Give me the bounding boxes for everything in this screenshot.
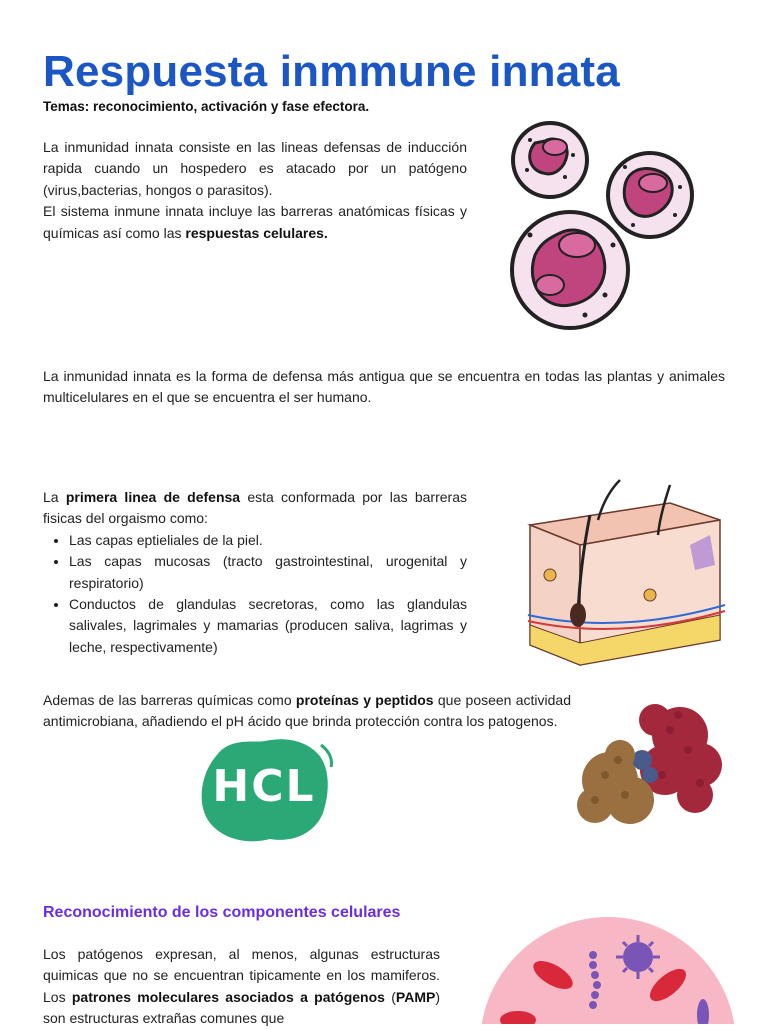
first-line-bold: primera linea de defensa <box>65 489 241 505</box>
recognition-prefix: Los patógenos expresan, al menos, algunas estructuras quimicas que no se encuentran tipicamente en los mamiferos. Los <box>43 946 440 1005</box>
intro-line-1: La inmunidad innata consiste en las lineas defensas de inducción rapida cuando un hospedero es atacado por un patógeno (virus,bacterias, hongos o parasitos). <box>43 139 467 198</box>
barrier-list <box>43 530 467 658</box>
first-line-prefix: La <box>43 489 66 505</box>
recognition-bold-1: patrones moleculares asociados a patógenos <box>71 988 385 1005</box>
first-line-suffix: esta conformada por las barreras fisicas del orgaismo como: <box>43 489 467 527</box>
hcl-label: HCL <box>212 761 316 812</box>
neutrophil-cell <box>513 123 587 197</box>
neutrophil-cell <box>608 153 692 237</box>
page-title: Respuesta inmmune innata <box>43 47 620 96</box>
list-item: • Las capas mucosas (tracto gastrointestinal, urogenital y respiratorio) <box>69 551 467 594</box>
topics-subtitle: Temas: reconocimiento, activación y fase efectora. <box>43 99 370 114</box>
first-line-paragraph <box>43 487 467 658</box>
hcl-badge <box>195 735 333 847</box>
intro-line-2: El sistema inmune innata incluye las barreras anatómicas físicas y químicas así como las <box>43 203 467 241</box>
recognition-bold-2: PAMP <box>395 988 436 1005</box>
neutrophil-cell <box>512 212 628 328</box>
chemical-paragraph <box>43 690 571 733</box>
chemical-prefix: Ademas de las barreras químicas como <box>43 692 296 708</box>
pathogens-illustration <box>478 915 738 1024</box>
proteins-illustration <box>570 695 730 835</box>
recognition-mid: ( <box>384 988 396 1005</box>
intro-paragraph <box>43 137 467 244</box>
intro-bold: respuestas celulares. <box>185 224 328 241</box>
chemical-suffix: que poseen actividad antimicrobiana, añadiendo el pH ácido que brinda protección contra los patogenos. <box>43 692 571 730</box>
recognition-suffix: ) son estructuras extrañas comunes que <box>43 988 440 1027</box>
recognition-paragraph <box>43 944 440 1030</box>
skin-illustration <box>520 475 728 685</box>
list-item: • Las capas eptieliales de la piel. <box>69 530 467 551</box>
chemical-bold: proteínas y peptidos <box>295 692 434 708</box>
antiquity-paragraph: La inmunidad innata es la forma de defensa más antigua que se encuentra en todas las plantas y animales multicelulares en el que se encuentra el ser humano. <box>43 368 725 406</box>
neutrophils-illustration <box>505 115 697 335</box>
list-item: • Conductos de glandulas secretoras, como las glandulas salivales, lagrimales y mamarias (producen saliva, lagrimas y leche, respectivamente) <box>69 594 467 658</box>
recognition-heading: Reconocimiento de los componentes celulares <box>43 904 401 921</box>
